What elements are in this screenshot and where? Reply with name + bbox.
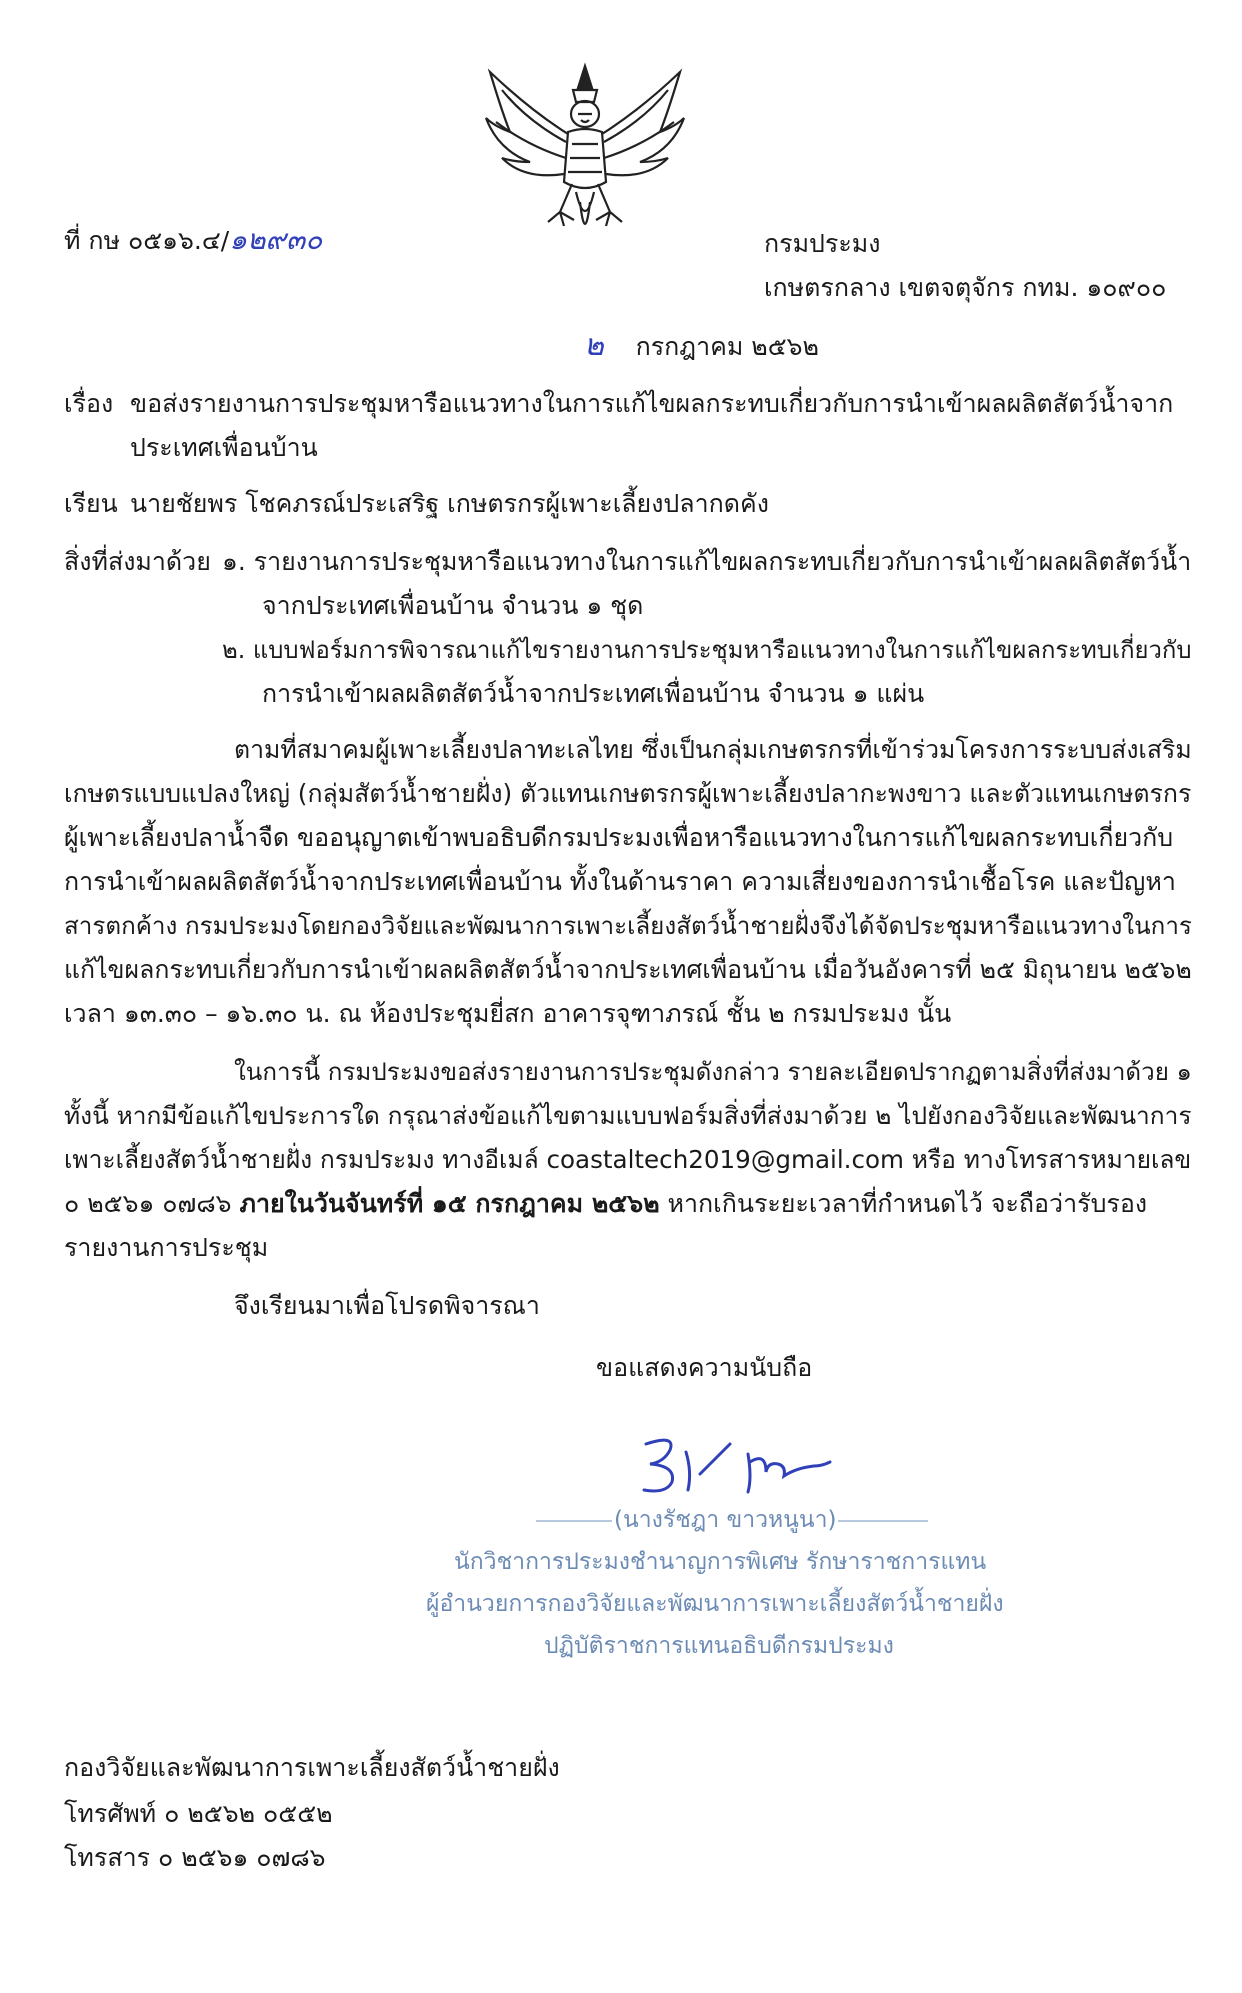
paragraph-1-line-4: การนำเข้าผลผลิตสัตว์น้ำจากประเทศเพื่อนบ้าน ทั้งในด้านราคา ความเสี่ยงของการนำเชื้อโรค และปัญหา xyxy=(64,867,1176,896)
date-month-year: กรกฎาคม ๒๕๖๒ xyxy=(635,332,820,361)
salutation-label: เรียน xyxy=(64,489,118,518)
reference-number xyxy=(64,218,322,263)
footer-phone: โทรศัพท์ ๐ ๒๕๖๒ ๐๕๕๒ xyxy=(64,1799,333,1828)
department-name: กรมประมง xyxy=(764,229,881,258)
enclosure-1-line-2: จากประเทศเพื่อนบ้าน จำนวน ๑ ชุด xyxy=(262,591,644,620)
paragraph-2-line-4 xyxy=(64,1182,1147,1226)
stamp-line-left xyxy=(536,1520,612,1522)
signatory-name: (นางรัชฎา ขาวหนูนา) xyxy=(614,1507,837,1533)
signatory-title-2: ผู้อำนวยการกองวิจัยและพัฒนาการเพาะเลี้ยงสัตว์น้ำชายฝั่ง xyxy=(426,1591,1004,1617)
department-address: เกษตรกลาง เขตจตุจักร กทม. ๑๐๙๐๐ xyxy=(764,273,1167,302)
paragraph-2-line-5: รายงานการประชุม xyxy=(64,1233,269,1262)
stamp-line-right xyxy=(838,1520,928,1522)
paragraph-1-line-2: เกษตรแบบแปลงใหญ่ (กลุ่มสัตว์น้ำชายฝั่ง) ตัวแทนเกษตรกรผู้เพาะเลี้ยงปลากะพงขาว และตัวแทนเกษตรกร xyxy=(64,779,1192,808)
handwritten-signature-icon xyxy=(636,1432,836,1502)
paragraph-1-line-3: ผู้เพาะเลี้ยงปลาน้ำจืด ขออนุญาตเข้าพบอธิบดีกรมประมงเพื่อหารือแนวทางในการแก้ไขผลกระทบเกี่ยวกับ xyxy=(64,823,1174,852)
subject-line-1: ขอส่งรายงานการประชุมหารือแนวทางในการแก้ไขผลกระทบเกี่ยวกับการนำเข้าผลผลิตสัตว์น้ำจาก xyxy=(130,389,1174,418)
footer-division: กองวิจัยและพัฒนาการเพาะเลี้ยงสัตว์น้ำชายฝั่ง xyxy=(64,1753,560,1782)
paragraph-2-line-2: ทั้งนี้ หากมีข้อแก้ไขประการใด กรุณาส่งข้อแก้ไขตามแบบฟอร์มสิ่งที่ส่งมาด้วย ๒ ไปยังกองวิจัยและพัฒนาการ xyxy=(64,1101,1192,1130)
paragraph-1-line-6: แก้ไขผลกระทบเกี่ยวกับการนำเข้าผลผลิตสัตว์น้ำจากประเทศเพื่อนบ้าน เมื่อวันอังคารที่ ๒๕ มิถุนายน ๒๕๖๒ xyxy=(64,955,1192,984)
paragraph-1-line-1: ตามที่สมาคมผู้เพาะเลี้ยงปลาทะเลไทย ซึ่งเป็นกลุ่มเกษตรกรที่เข้าร่วมโครงการระบบส่งเสริม xyxy=(234,735,1192,764)
fax-number-inline: ๐ ๒๕๖๑ ๐๗๘๖ xyxy=(64,1189,232,1218)
reference-number-handwritten: ๑๒๙๓๐ xyxy=(229,223,323,256)
date-day-handwritten: ๒ xyxy=(584,328,604,363)
garuda-emblem-icon xyxy=(480,62,690,250)
enclosure-1-line-1: ๑. รายงานการประชุมหารือแนวทางในการแก้ไขผลกระทบเกี่ยวกับการนำเข้าผลผลิตสัตว์น้ำ xyxy=(222,547,1192,576)
complimentary-close: ขอแสดงความนับถือ xyxy=(596,1353,813,1382)
enclosures-label: สิ่งที่ส่งมาด้วย xyxy=(64,547,211,576)
document-date xyxy=(584,324,819,369)
paragraph-1-line-5: สารตกค้าง กรมประมงโดยกองวิจัยและพัฒนาการเพาะเลี้ยงสัตว์น้ำชายฝั่งจึงได้จัดประชุมหารือแนวทางในการ xyxy=(64,912,1192,940)
closing-sentence: จึงเรียนมาเพื่อโปรดพิจารณา xyxy=(234,1291,540,1320)
subject-label: เรื่อง xyxy=(64,389,114,418)
deadline-note: หากเกินระยะเวลาที่กำหนดไว้ จะถือว่ารับรอง xyxy=(667,1189,1148,1218)
subject-line-2: ประเทศเพื่อนบ้าน xyxy=(130,433,318,462)
paragraph-2-line-3: เพาะเลี้ยงสัตว์น้ำชายฝั่ง กรมประมง ทางอีเมล์ coastaltech2019@gmail.com หรือ ทางโทรสารหมายเลข xyxy=(64,1145,1192,1174)
enclosure-2-line-2: การนำเข้าผลผลิตสัตว์น้ำจากประเทศเพื่อนบ้าน จำนวน ๑ แผ่น xyxy=(262,679,925,708)
signatory-title-1: นักวิชาการประมงชำนาญการพิเศษ รักษาราชการแทน xyxy=(454,1549,987,1575)
paragraph-2-line-1: ในการนี้ กรมประมงขอส่งรายงานการประชุมดังกล่าว รายละเอียดปรากฏตามสิ่งที่ส่งมาด้วย ๑ xyxy=(234,1058,1192,1086)
paragraph-1-line-7: เวลา ๑๓.๓๐ – ๑๖.๓๐ น. ณ ห้องประชุมยี่สก อาคารจุฑาภรณ์ ชั้น ๒ กรมประมง นั้น xyxy=(64,999,952,1028)
enclosure-2-line-1: ๒. แบบฟอร์มการพิจารณาแก้ไขรายงานการประชุมหารือแนวทางในการแก้ไขผลกระทบเกี่ยวกับ xyxy=(222,636,1192,664)
signatory-title-3: ปฏิบัติราชการแทนอธิบดีกรมประมง xyxy=(544,1633,894,1659)
reference-prefix: ที่ กษ ๐๕๑๖.๔/ xyxy=(64,226,230,255)
recipient: นายชัยพร โชคภรณ์ประเสริฐ เกษตรกรผู้เพาะเลี้ยงปลากดคัง xyxy=(130,489,769,518)
footer-fax: โทรสาร ๐ ๒๕๖๑ ๐๗๘๖ xyxy=(64,1843,326,1872)
deadline-bold: ภายในวันจันทร์ที่ ๑๕ กรกฎาคม ๒๕๖๒ xyxy=(239,1189,660,1218)
